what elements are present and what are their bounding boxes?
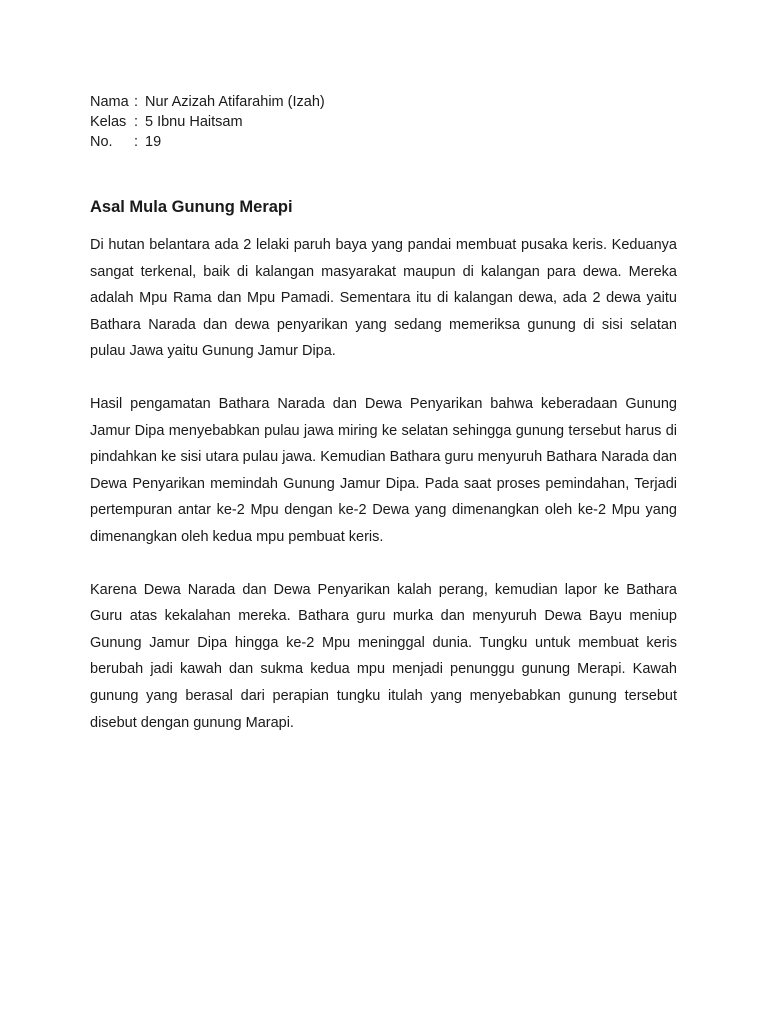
number-label: No. [90, 134, 113, 150]
document-page [90, 92, 677, 736]
name-separator: : [134, 94, 139, 110]
class-value: 5 Ibnu Haitsam [145, 114, 243, 130]
class-row [90, 112, 677, 132]
number-row [90, 132, 677, 152]
paragraph-2: Hasil pengamatan Bathara Narada dan Dewa Penyarikan bahwa keberadaan Gunung Jamur Dipa menyebabkan pulau jawa miring ke selatan sehingga gunung tersebut harus di pindahkan ke sisi utara pulau jawa. Kemudian Bathara guru menyuruh Bathara Narada dan Dewa Penyarikan memindah Gunung Jamur Dipa. Pada saat proses pemindahan, Terjadi pertempuran antar ke-2 Mpu dengan ke-2 Dewa yang dimenangkan oleh ke-2 Mpu yang dimenangkan oleh kedua mpu pembuat keris. [90, 395, 677, 545]
paragraph-1: Di hutan belantara ada 2 lelaki paruh baya yang pandai membuat pusaka keris. Keduanya sangat terkenal, baik di kalangan masyarakat maupun di kalangan para dewa. Mereka adalah Mpu Rama dan Mpu Pamadi. Sementara itu di kalangan dewa, ada 2 dewa yaitu Bathara Narada dan dewa penyarikan yang sedang memeriksa gunung di sisi selatan pulau Jawa yaitu Gunung Jamur Dipa. [90, 237, 677, 360]
number-value: 19 [145, 134, 162, 150]
name-value: Nur Azizah Atifarahim (Izah) [145, 94, 325, 110]
name-label: Nama [90, 94, 129, 110]
class-separator: : [134, 114, 139, 130]
story-title: Asal Mula Gunung Merapi [90, 198, 293, 216]
paragraph-3: Karena Dewa Narada dan Dewa Penyarikan kalah perang, kemudian lapor ke Bathara Guru atas kekalahan mereka. Bathara guru murka dan menyuruh Dewa Bayu meniup Gunung Jamur Dipa hingga ke-2 Mpu meninggal dunia. Tungku untuk membuat keris berubah jadi kawah dan sukma kedua mpu menjadi penunggu gunung Merapi. Kawah gunung yang berasal dari perapian tungku itulah yang menyebabkan gunung tersebut disebut dengan gunung Marapi. [90, 581, 677, 731]
number-separator: : [134, 134, 139, 150]
student-info [90, 92, 677, 152]
name-row [90, 92, 677, 112]
class-label: Kelas [90, 114, 127, 130]
